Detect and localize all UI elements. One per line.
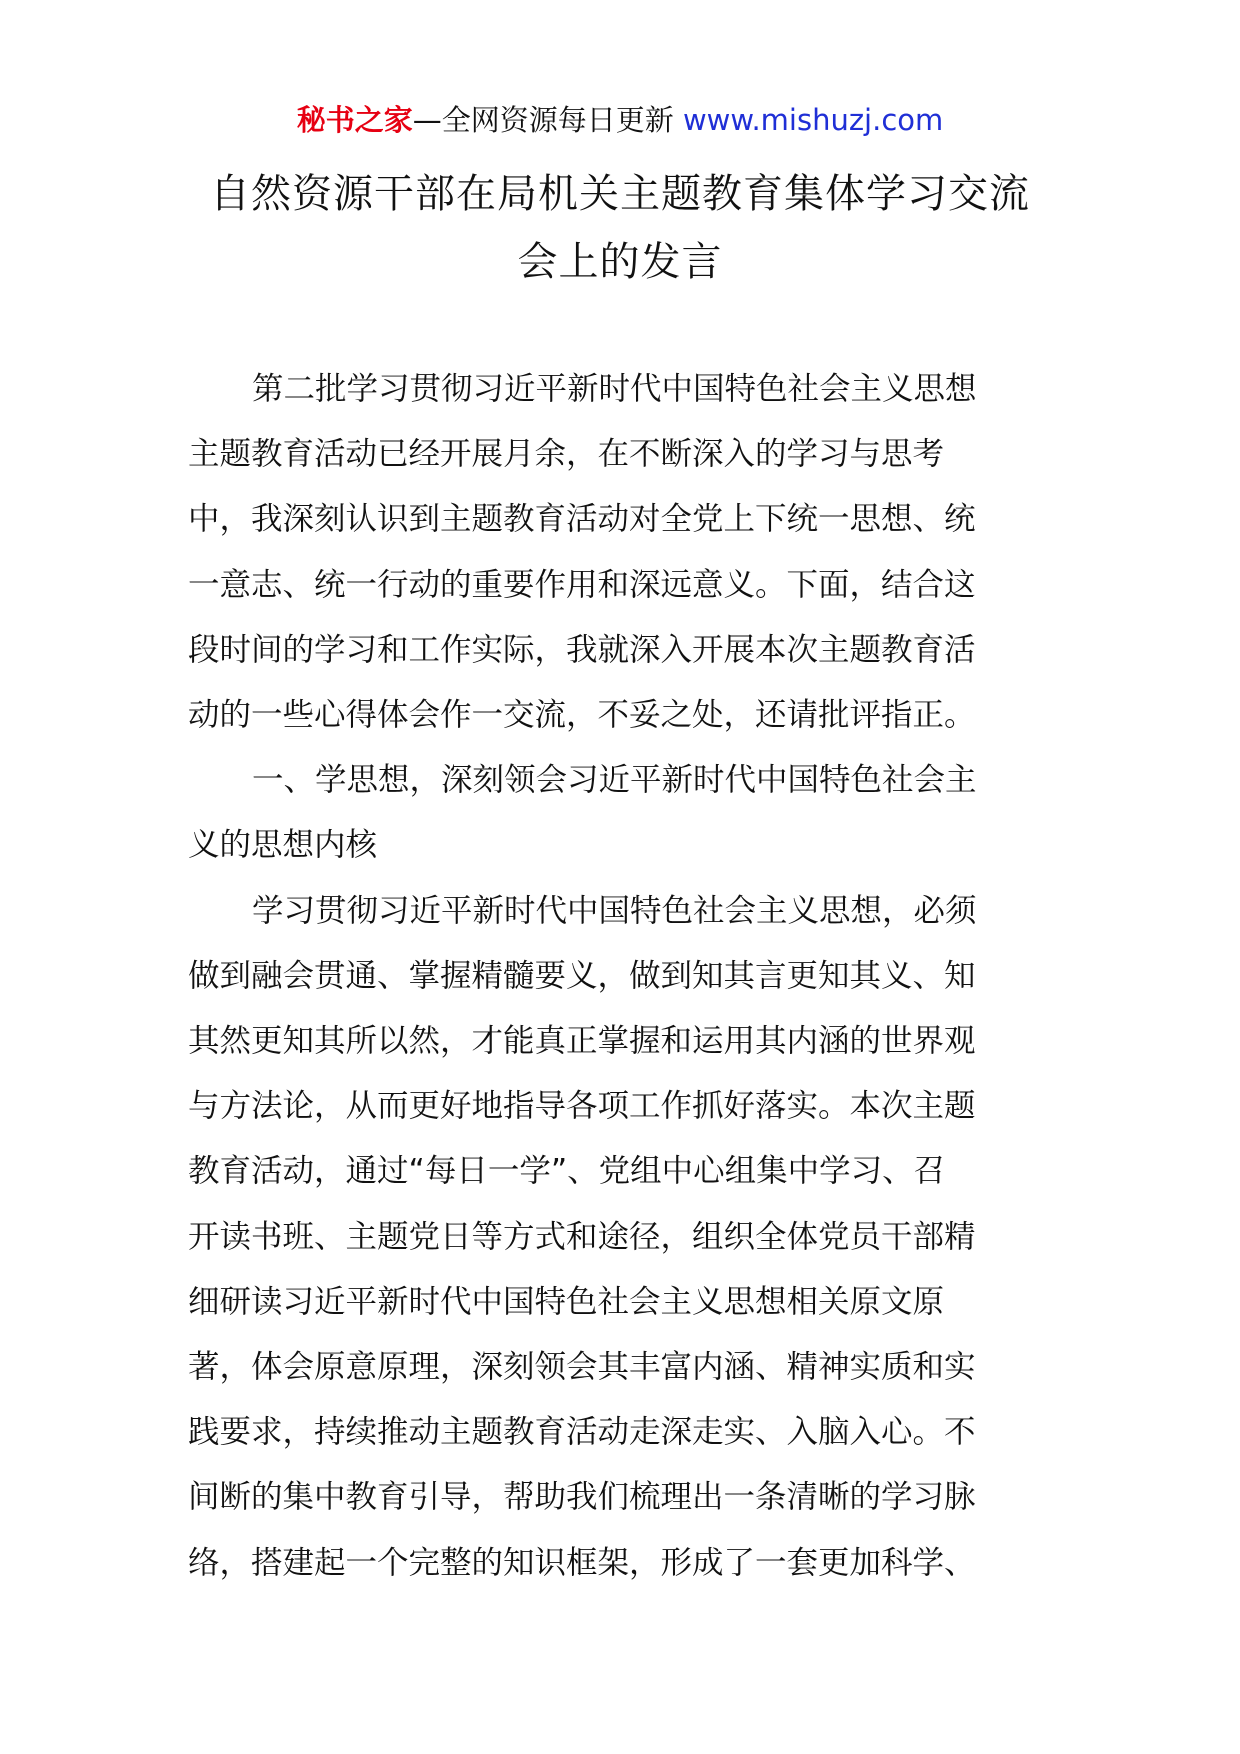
brand-name: 秘书之家 xyxy=(296,103,413,137)
text-line: 其然更知其所以然，才能真正掌握和运用其内涵的世界观 xyxy=(188,1023,976,1060)
text-line: 细研读习近平新时代中国特色社会主义思想相关原文原 xyxy=(188,1283,945,1320)
title-line-2: 会上的发言 xyxy=(517,239,723,285)
document-body xyxy=(188,357,1056,1596)
text-line: 与方法论，从而更好地指导各项工作抓好落实。本次主题 xyxy=(188,1088,976,1125)
text-line: 著，体会原意原理，深刻领会其丰富内涵、精神实质和实 xyxy=(188,1349,976,1386)
site-header xyxy=(0,100,1240,140)
text-line: 动的一些心得体会作一交流，不妥之处，还请批评指正。 xyxy=(188,697,976,734)
text-line: 做到融会贯通、掌握精髓要义，做到知其言更知其义、知 xyxy=(188,957,976,994)
text-line: 主题教育活动已经开展月余，在不断深入的学习与思考 xyxy=(188,436,945,473)
text-line: 段时间的学习和工作实际，我就深入开展本次主题教育活 xyxy=(188,631,976,668)
text-line: 教育活动，通过“每日一学”、党组中心组集中学习、召 xyxy=(188,1153,946,1190)
text-line: 践要求，持续推动主题教育活动走深走实、入脑入心。不 xyxy=(188,1414,976,1451)
paragraph-intro xyxy=(188,357,1056,748)
heading-line: 义的思想内核 xyxy=(188,827,378,864)
text-line: 第二批学习贯彻习近平新时代中国特色社会主义思想 xyxy=(252,371,977,407)
text-line: 络，搭建起一个完整的知识框架，形成了一套更加科学、 xyxy=(188,1544,976,1581)
header-slogan: —全网资源每日更新 xyxy=(412,103,674,137)
text-line: 中，我深刻认识到主题教育活动对全党上下统一思想、统 xyxy=(188,501,976,538)
section-heading-1 xyxy=(188,748,1056,878)
text-line: 开读书班、主题党日等方式和途径，组织全体党员干部精 xyxy=(188,1218,976,1255)
text-line: 间断的集中教育引导，帮助我们梳理出一条清晰的学习脉 xyxy=(188,1479,976,1516)
paragraph-section-1 xyxy=(188,879,1056,1596)
text-line: 一意志、统一行动的重要作用和深远意义。下面，结合这 xyxy=(188,566,976,603)
heading-line: 一、学思想，深刻领会习近平新时代中国特色社会主 xyxy=(252,762,977,799)
site-url-link[interactable]: www.mishuzj.com xyxy=(682,103,944,137)
title-line-1: 自然资源干部在局机关主题教育集体学习交流 xyxy=(210,171,1030,217)
document-title xyxy=(150,160,1090,296)
text-line: 学习贯彻习近平新时代中国特色社会主义思想，必须 xyxy=(252,892,977,929)
